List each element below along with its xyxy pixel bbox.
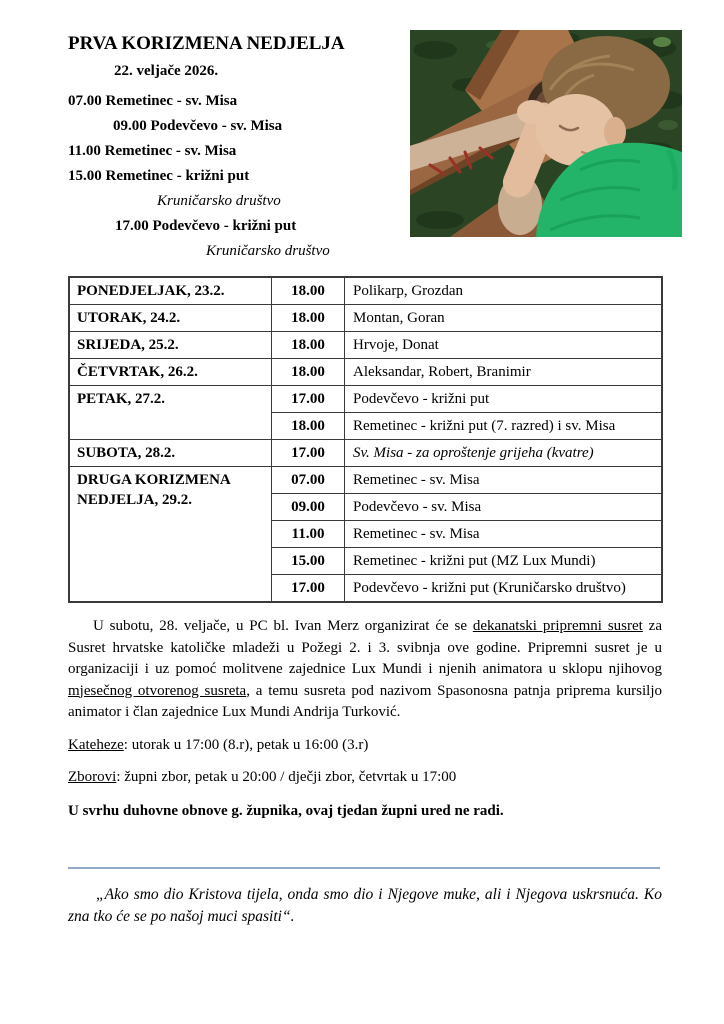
time-cell: 07.00	[272, 467, 345, 494]
time-cell: 18.00	[272, 332, 345, 359]
desc-cell: Podevčevo - križni put	[345, 386, 663, 413]
table-row	[69, 386, 662, 413]
schedule-line-society: Kruničarsko društvo	[157, 193, 281, 209]
schedule-line: 07.00 Remetinec - sv. Misa	[68, 93, 238, 109]
masthead	[68, 33, 413, 264]
schedule-line: 11.00 Remetinec - sv. Misa	[68, 143, 237, 159]
time-cell: 11.00	[272, 521, 345, 548]
desc-cell: Montan, Goran	[345, 305, 663, 332]
announcements	[68, 616, 662, 822]
page-title: PRVA KORIZMENA NEDJELJA	[68, 33, 345, 54]
desc-cell: Polikarp, Grozdan	[345, 277, 663, 305]
schedule-line: 17.00 Podevčevo - križni put	[115, 218, 297, 234]
zborovi-label: Zborovi	[68, 768, 117, 785]
announcement-text: U subotu, 28. veljače, u PC bl. Ivan Merz organizirat će se	[93, 618, 473, 634]
desc-cell: Remetinec - križni put (MZ Lux Mundi)	[345, 548, 663, 575]
day-cell: DRUGA KORIZMENA NEDJELJA, 29.2.	[69, 467, 272, 603]
announcement-text: za Susret hrvatske katoličke mladeži u Požegi 2. i 3. svibnja ove godine. Pripremni susret je u organizaciji i uz pomoć molitvene zajednice Lux Mundi i njenih animatora u sklopu njihovog	[68, 618, 662, 677]
week-schedule-table	[68, 276, 663, 603]
table-row	[69, 277, 662, 305]
schedule-line: 15.00 Remetinec - križni put	[68, 168, 250, 184]
sunday-schedule	[68, 89, 413, 264]
desc-cell: Remetinec - sv. Misa	[345, 521, 663, 548]
closing-quote: „Ako smo dio Kristova tijela, onda smo dio i Njegove muke, ali i Njegova uskrsnuća. Ko zna tko će se po našoj muci spasiti“.	[68, 886, 662, 925]
office-closed-notice: U svrhu duhovne obnove g. župnika, ovaj tjedan župni ured ne radi.	[68, 802, 504, 819]
table-row	[69, 467, 662, 494]
time-cell: 09.00	[272, 494, 345, 521]
announcement-paragraph	[68, 616, 662, 724]
table-row	[69, 359, 662, 386]
announcement-underlined: dekanatski pripremni susret	[472, 618, 643, 634]
day-cell: ČETVRTAK, 26.2.	[69, 359, 272, 386]
desc-cell: Hrvoje, Donat	[345, 332, 663, 359]
desc-cell: Remetinec - križni put (7. razred) i sv. Misa	[345, 413, 663, 440]
time-cell: 18.00	[272, 359, 345, 386]
time-cell: 17.00	[272, 386, 345, 413]
time-cell: 17.00	[272, 575, 345, 603]
zborovi-line	[68, 767, 662, 788]
time-cell: 18.00	[272, 413, 345, 440]
crucifix-photo	[410, 30, 682, 237]
crucifix-photo-illustration	[410, 30, 682, 237]
desc-cell: Sv. Misa - za oproštenje grijeha (kvatre)	[345, 440, 663, 467]
day-cell: SRIJEDA, 25.2.	[69, 332, 272, 359]
time-cell: 15.00	[272, 548, 345, 575]
time-cell: 18.00	[272, 277, 345, 305]
announcement-text: , a temu susreta pod nazivom Spasonosna patnja priprema kursiljo animator i član zajednice Lux Mundi Andrija Turković.	[68, 682, 662, 720]
kateheze-text: : utorak u 17:00 (8.r), petak u 16:00 (3.r)	[123, 736, 369, 753]
schedule-line: 09.00 Podevčevo - sv. Misa	[113, 118, 283, 134]
day-cell: PETAK, 27.2.	[69, 386, 272, 440]
zborovi-text: : župni zbor, petak u 20:00 / dječji zbor, četvrtak u 17:00	[116, 768, 457, 785]
desc-cell: Podevčevo - križni put (Kruničarsko društvo)	[345, 575, 663, 603]
table-row	[69, 332, 662, 359]
schedule-line-society: Kruničarsko društvo	[206, 243, 330, 259]
desc-cell: Aleksandar, Robert, Branimir	[345, 359, 663, 386]
desc-cell: Remetinec - sv. Misa	[345, 467, 663, 494]
day-cell: PONEDJELJAK, 23.2.	[69, 277, 272, 305]
table-row	[69, 440, 662, 467]
kateheze-label: Kateheze	[68, 736, 124, 753]
day-cell: SUBOTA, 28.2.	[69, 440, 272, 467]
desc-cell: Podevčevo - sv. Misa	[345, 494, 663, 521]
kateheze-line	[68, 735, 662, 756]
time-cell: 17.00	[272, 440, 345, 467]
time-cell: 18.00	[272, 305, 345, 332]
date-line: 22. veljače 2026.	[114, 63, 219, 79]
divider-line	[68, 867, 660, 869]
day-cell: UTORAK, 24.2.	[69, 305, 272, 332]
table-row	[69, 305, 662, 332]
announcement-underlined: mjesečnog otvorenog susreta	[68, 682, 247, 699]
